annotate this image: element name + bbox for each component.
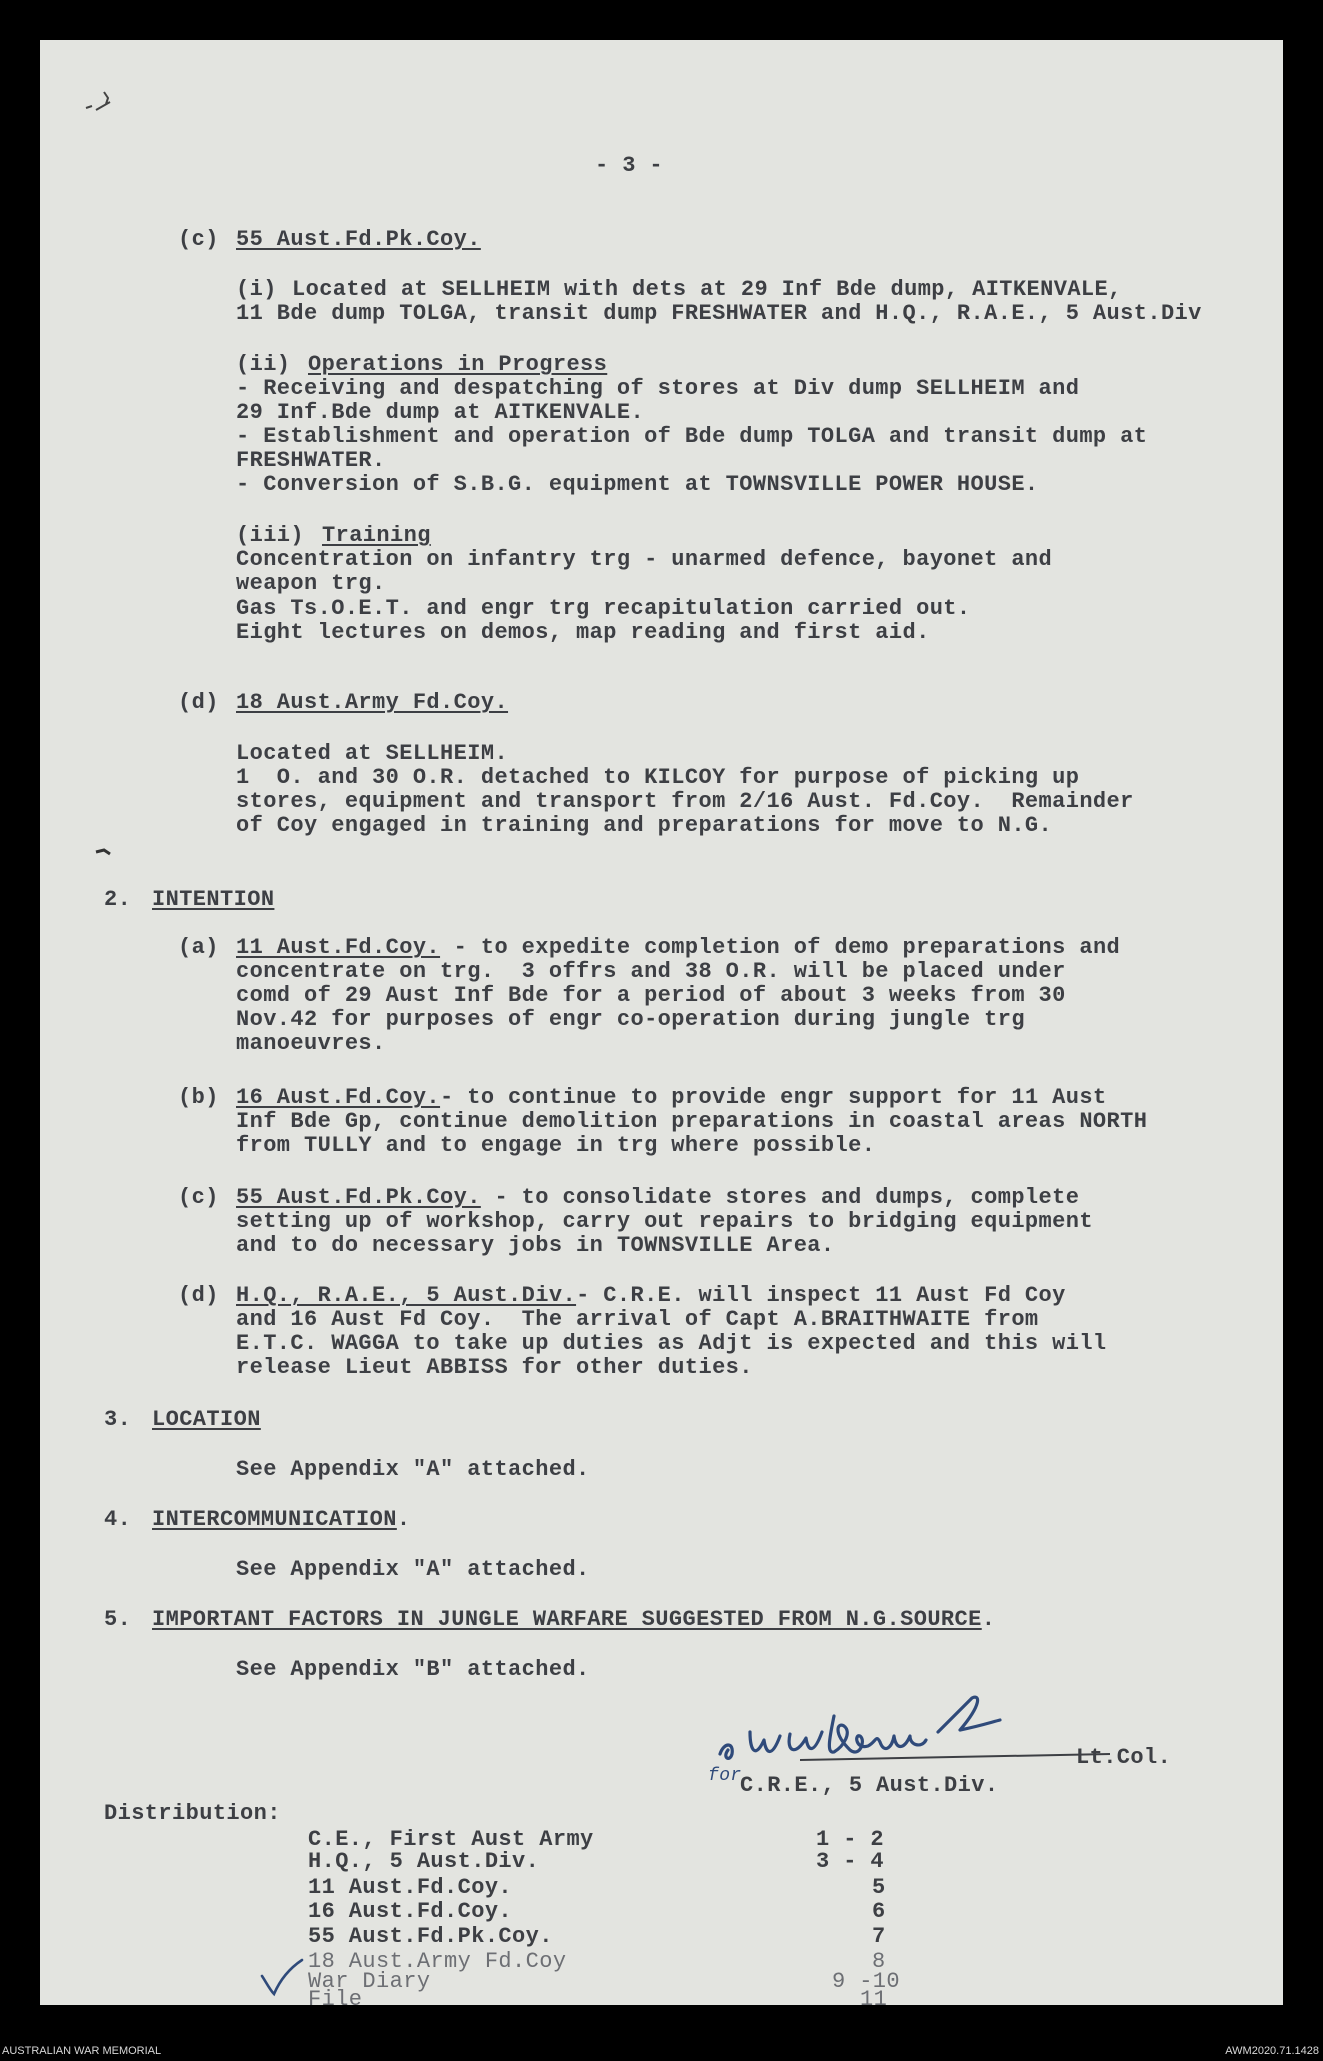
- footer-right: AWM2020.71.1428: [1225, 2045, 1319, 2057]
- section-d-line-3: stores, equipment and transport from 2/16 Aust. Fd.Coy. Remainder: [236, 789, 1134, 814]
- intention-a-line-4: Nov.42 for purposes of engr co-operation during jungle trg: [236, 1007, 1025, 1032]
- intercom-heading-line: [152, 1508, 410, 1533]
- intention-d-line-2: and 16 Aust Fd Coy. The arrival of Capt A.BRAITHWAITE from: [236, 1307, 1039, 1332]
- hole-punch-mark: [94, 844, 114, 858]
- section-d-line-4: of Coy engaged in training and preparations for move to N.G.: [236, 813, 1053, 838]
- intercom-heading: INTERCOMMUNICATION: [152, 1507, 397, 1532]
- para-ii-line-1: - Receiving and despatching of stores at Div dump SELLHEIM and: [236, 376, 1080, 401]
- section-c-label: (c): [178, 227, 219, 252]
- para-iii-label: (iii): [236, 523, 305, 548]
- intention-a-unit: 11 Aust.Fd.Coy.: [236, 935, 441, 960]
- distribution-row-copies: 6: [872, 1899, 886, 1924]
- intention-d-text: - C.R.E. will inspect 11 Aust Fd Coy: [576, 1283, 1066, 1308]
- intention-a-label: (a): [178, 935, 219, 960]
- ink-mark-top-left: [82, 84, 122, 114]
- distribution-row-copies: 7: [872, 1924, 886, 1949]
- location-heading: LOCATION: [152, 1407, 261, 1432]
- factors-heading-line: [152, 1608, 995, 1633]
- document-page: [40, 40, 1283, 2005]
- intention-c-unit: 55 Aust.Fd.Pk.Coy.: [236, 1185, 481, 1210]
- distribution-row-copies: 8: [872, 1949, 886, 1974]
- distribution-row-name: 55 Aust.Fd.Pk.Coy.: [308, 1924, 553, 1949]
- intention-d-label: (d): [178, 1283, 219, 1308]
- intention-b-unit: 16 Aust.Fd.Coy.: [236, 1085, 441, 1110]
- para-ii-title: Operations in Progress: [308, 352, 608, 377]
- intention-d-line-3: E.T.C. WAGGA to take up duties as Adjt is expected and this will: [236, 1331, 1107, 1356]
- intention-b-label: (b): [178, 1085, 219, 1110]
- factors-heading: IMPORTANT FACTORS IN JUNGLE WARFARE SUGGESTED FROM N.G.SOURCE: [152, 1607, 982, 1632]
- distribution-row-copies: 3 - 4: [816, 1849, 885, 1874]
- intention-d-line-1: [236, 1284, 1066, 1309]
- location-text: See Appendix "A" attached.: [236, 1457, 590, 1482]
- intention-c-text: - to consolidate stores and dumps, complete: [480, 1185, 1080, 1210]
- handwritten-signature: [710, 1692, 1130, 1782]
- distribution-row-name: C.E., First Aust Army: [308, 1827, 594, 1852]
- intention-a-line-2: concentrate on trg. 3 offrs and 38 O.R. will be placed under: [236, 959, 1066, 984]
- distribution-row-name: H.Q., 5 Aust.Div.: [308, 1849, 540, 1874]
- section-d-heading: 18 Aust.Army Fd.Coy.: [236, 690, 509, 715]
- intention-c-line-3: and to do necessary jobs in TOWNSVILLE Area.: [236, 1233, 835, 1258]
- intercom-heading-dot: .: [396, 1507, 411, 1532]
- para-iii-line-2: weapon trg.: [236, 571, 386, 596]
- section-d-line-1: Located at SELLHEIM.: [236, 741, 509, 766]
- intention-a-line-3: comd of 29 Aust Inf Bde for a period of about 3 weeks from 30: [236, 983, 1066, 1008]
- signature-rank: Lt.Col.: [1076, 1745, 1172, 1770]
- intercom-text: See Appendix "A" attached.: [236, 1557, 590, 1582]
- intention-b-line-3: from TULLY and to engage in trg where possible.: [236, 1133, 876, 1158]
- para-i-line-2: 11 Bde dump TOLGA, transit dump FRESHWATER and H.Q., R.A.E., 5 Aust.Div: [236, 301, 1202, 326]
- page-number: - 3 -: [595, 153, 664, 178]
- distribution-row-name: War Diary: [308, 1969, 431, 1994]
- section-d-label: (d): [178, 690, 219, 715]
- intention-c-line-1: [236, 1186, 1079, 1211]
- para-ii-line-5: - Conversion of S.B.G. equipment at TOWNSVILLE POWER HOUSE.: [236, 472, 1039, 497]
- distribution-heading: Distribution:: [104, 1801, 281, 1826]
- factors-text: See Appendix "B" attached.: [236, 1657, 590, 1682]
- distribution-row-copies: 1 - 2: [816, 1827, 885, 1852]
- distribution-row-name: 16 Aust.Fd.Coy.: [308, 1899, 513, 1924]
- distribution-row-name: File: [308, 1987, 363, 2005]
- para-ii-line-3: - Establishment and operation of Bde dump TOLGA and transit dump at: [236, 424, 1148, 449]
- check-mark-icon: [258, 1958, 306, 1998]
- footer-left: AUSTRALIAN WAR MEMORIAL: [2, 2045, 162, 2057]
- para-iii-line-4: Eight lectures on demos, map reading and first aid.: [236, 620, 930, 645]
- section-d-line-2: 1 O. and 30 O.R. detached to KILCOY for purpose of picking up: [236, 765, 1080, 790]
- signature-title: C.R.E., 5 Aust.Div.: [740, 1773, 999, 1798]
- intention-b-line-1: [236, 1086, 1107, 1111]
- distribution-row-name: 18 Aust.Army Fd.Coy: [308, 1949, 567, 1974]
- signature-per: for: [708, 1766, 742, 1786]
- para-ii-label: (ii): [236, 352, 291, 377]
- para-ii-line-4: FRESHWATER.: [236, 448, 386, 473]
- intention-a-line-1: [236, 936, 1120, 961]
- para-ii-line-2: 29 Inf.Bde dump at AITKENVALE.: [236, 400, 645, 425]
- location-number: 3.: [104, 1407, 132, 1432]
- factors-heading-dot: .: [981, 1607, 996, 1632]
- intention-b-line-2: Inf Bde Gp, continue demolition preparations in coastal areas NORTH: [236, 1109, 1148, 1134]
- section-c-heading: 55 Aust.Fd.Pk.Coy.: [236, 227, 481, 252]
- intention-c-label: (c): [178, 1185, 219, 1210]
- distribution-row-copies: 5: [872, 1875, 886, 1900]
- para-iii-line-3: Gas Ts.O.E.T. and engr trg recapitulation carried out.: [236, 596, 971, 621]
- intention-number: 2.: [104, 887, 132, 912]
- intention-c-line-2: setting up of workshop, carry out repairs to bridging equipment: [236, 1209, 1093, 1234]
- intention-heading: INTENTION: [152, 887, 275, 912]
- intention-b-text: - to continue to provide engr support for 11 Aust: [440, 1085, 1107, 1110]
- intention-d-line-4: release Lieut ABBISS for other duties.: [236, 1355, 753, 1380]
- para-i-label: (i): [236, 277, 277, 302]
- distribution-row-copies: 9 -10: [832, 1969, 901, 1994]
- factors-number: 5.: [104, 1607, 132, 1632]
- distribution-row-copies: 11: [860, 1987, 888, 2005]
- distribution-row-name: 11 Aust.Fd.Coy.: [308, 1875, 513, 1900]
- intention-a-text: - to expedite completion of demo preparations and: [440, 935, 1121, 960]
- intention-d-unit: H.Q., R.A.E., 5 Aust.Div.: [236, 1283, 577, 1308]
- para-iii-line-1: Concentration on infantry trg - unarmed defence, bayonet and: [236, 547, 1053, 572]
- para-iii-title: Training: [322, 523, 431, 548]
- intention-a-line-5: manoeuvres.: [236, 1031, 386, 1056]
- para-i-line-1: Located at SELLHEIM with dets at 29 Inf Bde dump, AITKENVALE,: [292, 277, 1122, 302]
- intercom-number: 4.: [104, 1507, 132, 1532]
